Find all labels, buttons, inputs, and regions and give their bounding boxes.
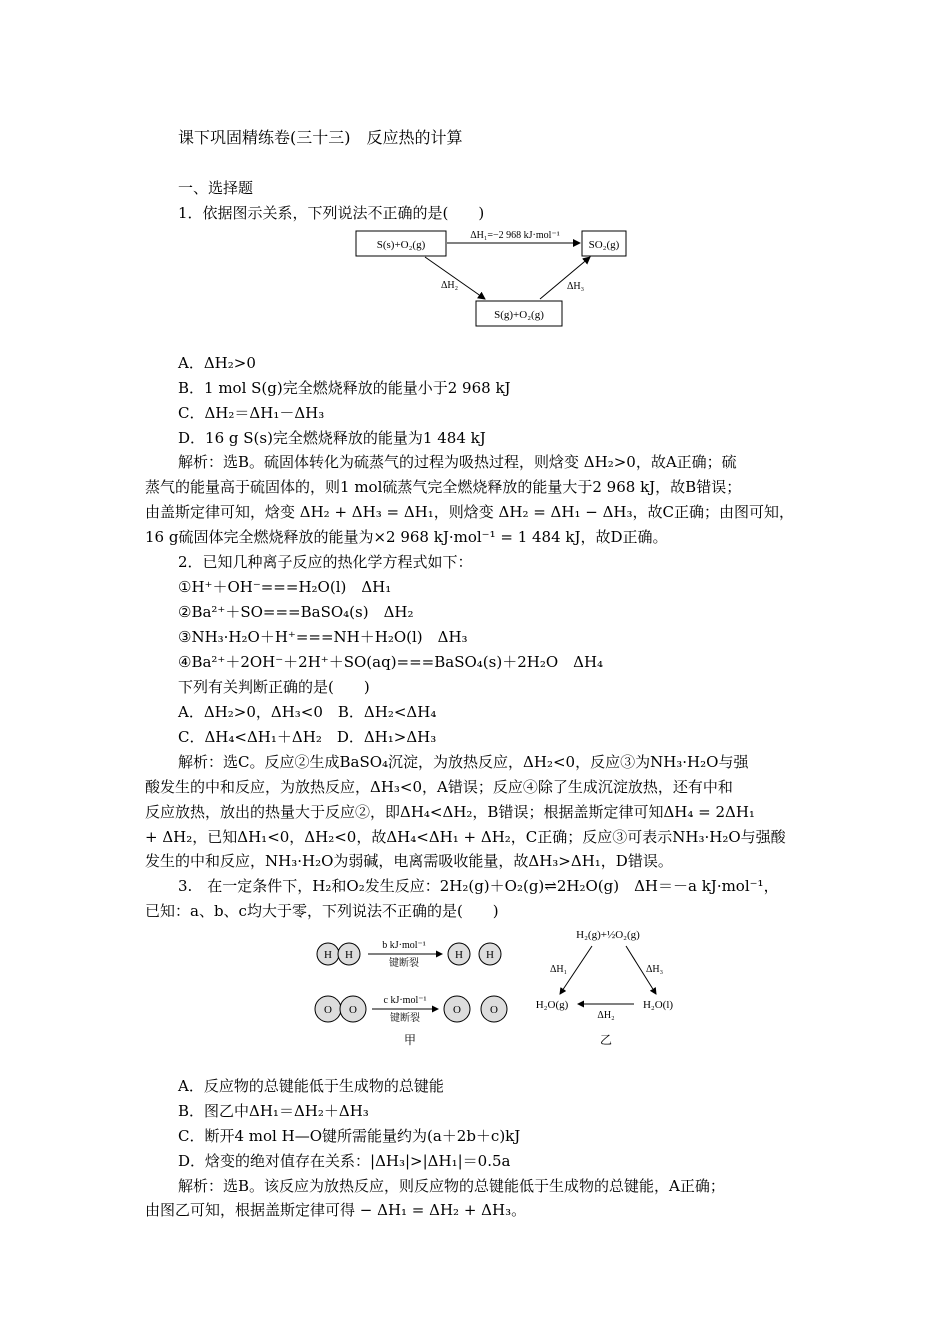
top-species: H₂(g)+½O₂(g) [576,929,640,941]
section-heading: 一、选择题 [178,179,254,197]
q3-option-b: B．图乙中ΔH₁＝ΔH₂＋ΔH₃ [178,1102,369,1120]
q1-option-b: B．1 mol S(g)完全燃烧释放的能量小于2 968 kJ [178,379,511,397]
q2-stem: 2．已知几种离子反应的热化学方程式如下： [178,553,473,571]
o-atom-label: O [453,1004,461,1016]
q3-stem-2: 已知：a、b、c均大于零，下列说法不正确的是( ) [145,902,499,920]
q2-equation: ②Ba²⁺＋SO===BaSO₄(s) ΔH₂ [178,603,414,621]
q1-option-a: A．ΔH₂>0 [178,354,256,372]
q2-analysis-line: 反应放热，放出的热量大于反应②，即ΔH₄<ΔH₂，B错误；根据盖斯定律可知ΔH₄ = 2ΔH₁ [145,803,755,821]
page-title: 课下巩固精练卷(三十三) 反应热的计算 [178,128,463,147]
q2-analysis-line: 酸发生的中和反应，为放热反应，ΔH₃<0，A错误；反应④除了生成沉淀放热，还有中和 [145,778,733,796]
box-s-solid-label: S(s)+O₂(g) [376,239,426,251]
c-energy-label: c kJ·mol⁻¹ [383,995,427,1006]
q2-options-cd: C．ΔH₄<ΔH₁＋ΔH₂ D．ΔH₁>ΔH₃ [178,728,437,746]
h-atom-label: H [455,949,463,961]
q1-analysis-line: 蒸气的能量高于硫固体的，则1 mol硫蒸气完全燃烧释放的能量大于2 968 kJ，故B错误； [145,478,742,496]
left-species: H₂O(g) [535,999,569,1011]
break-label: 键断裂 [390,1013,420,1024]
q3-option-a: A．反应物的总键能低于生成物的总键能 [178,1077,444,1095]
b-energy-label: b kJ·mol⁻¹ [382,940,426,951]
diagram-caption-jia: 甲 [403,1033,417,1047]
break-label: 键断裂 [389,958,419,969]
q2-equation: ④Ba²⁺＋2OH⁻＋2H⁺＋SO(aq)===BaSO₄(s)＋2H₂O ΔH₄ [178,653,604,671]
q1-analysis-line: 解析：选B。硫固体转化为硫蒸气的过程为吸热过程，则焓变 ΔH₂>0，故A正确；硫 [178,453,737,471]
q3-analysis-line: 由图乙可知，根据盖斯定律可得 − ΔH₁ = ΔH₂ + ΔH₃。 [145,1201,527,1219]
q3-option-c: C．断开4 mol H—O键所需能量约为(a＋2b＋c)kJ [178,1127,521,1145]
q2-equation: ①H⁺＋OH⁻===H₂O(l) ΔH₁ [178,578,392,596]
right-species: H₂O(l) [642,999,674,1011]
box-s-gas-label: S(g)+O₂(g) [494,309,544,321]
q1-stem: 1．依据图示关系，下列说法不正确的是( ) [178,204,485,222]
dh2-label: ΔH₂ [597,1010,615,1021]
o-atom-label: O [490,1004,498,1016]
q1-energy-diagram [355,226,635,330]
q2-analysis-line: 解析：选C。反应②生成BaSO₄沉淀，为放热反应，ΔH₂<0，反应③为NH₃·H₂O与强 [178,753,749,771]
q2-analysis-line: + ΔH₂，已知ΔH₁<0，ΔH₂<0，故ΔH₄<ΔH₁ + ΔH₂，C正确；反应③可表示NH₃·H₂O与强酸 [145,828,786,846]
h-atom-label: H [486,949,494,961]
dh1-label: ΔH₁ [550,964,568,975]
q3-stem: 3. 在一定条件下，H₂和O₂发生反应：2H₂(g)＋O₂(g)⇌2H₂O(g) ΔH＝－a kJ·mol⁻¹， [178,877,779,895]
dh1-label: ΔH₁=−2 968 kJ·mol⁻¹ [470,230,560,241]
q2-options-ab: A．ΔH₂>0，ΔH₃<0 B．ΔH₂<ΔH₄ [178,703,437,721]
dh2-label: ΔH₂ [441,280,459,291]
q3-analysis-line: 解析：选B。该反应为放热反应，则反应物的总键能低于生成物的总键能，A正确； [178,1177,725,1195]
q1-option-d: D．16 g S(s)完全燃烧释放的能量为1 484 kJ [178,429,486,447]
q2-question: 下列有关判断正确的是( ) [178,678,370,696]
q1-option-c: C．ΔH₂＝ΔH₁－ΔH₃ [178,404,325,422]
q2-analysis-line: 发生的中和反应，NH₃·H₂O为弱碱，电离需吸收能量，故ΔH₃>ΔH₁，D错误。 [145,852,673,870]
q1-analysis-line: 由盖斯定律可知，焓变 ΔH₂ + ΔH₃ = ΔH₁，则焓变 ΔH₂ = ΔH₁ − ΔH₃，故C正确；由图可知， [145,503,794,521]
q1-analysis-line: 16 g硫固体完全燃烧释放的能量为×2 968 kJ·mol⁻¹ = 1 484 kJ，故D正确。 [145,528,668,546]
dh3-label: ΔH₃ [646,964,664,975]
arrow-dh3 [540,257,590,299]
h-atom-label: H [324,949,332,961]
box-so2-label: SO₂(g) [588,239,620,251]
o-atom-label: O [349,1004,357,1016]
q3-option-d: D．焓变的绝对值存在关系：|ΔH₃|>|ΔH₁|＝0.5a [178,1152,511,1170]
q3-bond-diagram-jia [310,930,525,1050]
o-atom-label: O [324,1004,332,1016]
q2-equation: ③NH₃·H₂O＋H⁺===NH＋H₂O(l) ΔH₃ [178,628,468,646]
diagram-caption-yi: 乙 [599,1033,613,1047]
h-atom-label: H [345,949,353,961]
q3-hess-diagram-yi [530,920,690,1050]
dh3-label: ΔH₃ [567,281,585,292]
arrow-dh2 [425,257,485,299]
